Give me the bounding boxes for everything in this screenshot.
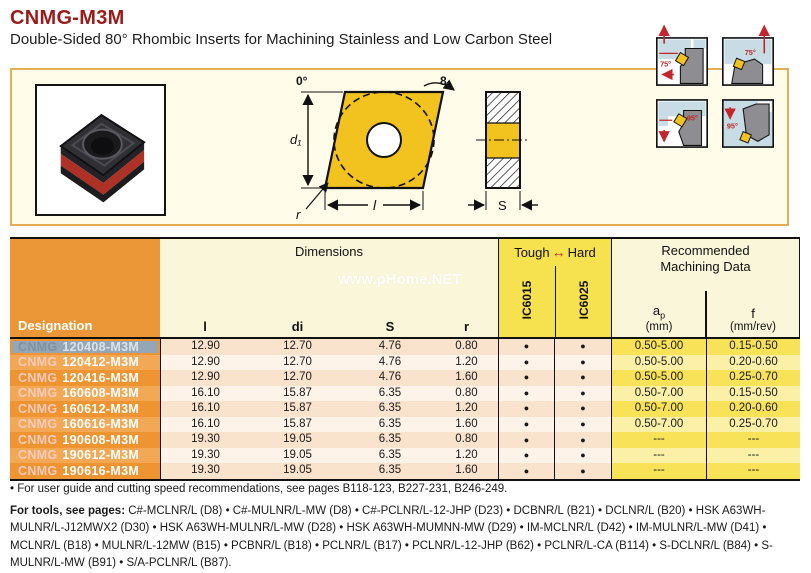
ap-unit: (mm) bbox=[645, 321, 673, 333]
dim-di-cell: 15.87 bbox=[250, 417, 345, 433]
column-header-di: di bbox=[291, 319, 304, 334]
ap-value-cell: --- bbox=[612, 463, 706, 479]
designation-cell[interactable] bbox=[10, 370, 160, 386]
side-hatch-bottom bbox=[487, 158, 519, 187]
workpiece bbox=[658, 116, 668, 126]
page-subtitle: Double-Sided 80° Rhombic Inserts for Machining Stainless and Low Carbon Steel bbox=[10, 31, 553, 48]
insert-hole bbox=[91, 137, 114, 154]
insert-hole-outline bbox=[367, 123, 401, 157]
dim-di-cell: 19.05 bbox=[250, 448, 345, 464]
f-column-header bbox=[706, 306, 800, 333]
holder-diagram-2 bbox=[722, 33, 774, 90]
dimensions-header-cell bbox=[160, 239, 498, 337]
designation-cell[interactable] bbox=[10, 355, 160, 371]
dim-l-cell: 19.30 bbox=[160, 448, 250, 464]
dim-r-cell: 0.80 bbox=[435, 339, 498, 355]
dim-r-cell: 0.80 bbox=[435, 386, 498, 402]
dim-r-cell: 1.60 bbox=[435, 417, 498, 433]
table-row bbox=[10, 448, 800, 464]
table-row bbox=[10, 432, 800, 448]
table-row bbox=[10, 417, 800, 433]
hard-label: Hard bbox=[567, 245, 596, 260]
dim-s-cell: 6.35 bbox=[345, 432, 435, 448]
f-value-cell: --- bbox=[706, 432, 800, 448]
f-value-cell: 0.15-0.50 bbox=[706, 386, 800, 402]
dim-di-cell: 12.70 bbox=[250, 355, 345, 371]
designation-prefix: CNMG bbox=[18, 417, 58, 432]
ic6025-dot-cell: ● bbox=[555, 355, 612, 371]
ic6025-dot-cell: ● bbox=[555, 417, 612, 433]
ic6025-dot-cell: ● bbox=[555, 432, 612, 448]
grade-column-ic6025: IC6025 bbox=[577, 280, 591, 320]
dim-l-cell: 19.30 bbox=[160, 463, 250, 479]
designation-prefix: CNMG bbox=[18, 370, 58, 385]
dim-r-cell: 1.20 bbox=[435, 448, 498, 464]
dim-r-label: r bbox=[296, 207, 301, 222]
designation-prefix: CNMG bbox=[18, 355, 58, 370]
tools-note-text: C#-MCLNR/L (D8) • C#-MULNR/L-MW (D8) • C#-PCLNR/L-12-JHP (D23) • DCBNR/L (B21) • DCLNR/L (B20) • HSK A63WH-MULNR/L-J12MWX2 (D30) • HSK A63WH-MULNR/L-MW (D28) • HSK A63WH-MUMNN-MW (D29) • IM-MCLNR/L (D42) • IM-MULNR/L-MW (D41) • MCLNR/L (B18) • MULNR/L-12MW (B15) • PCBNR/L (B18) • PCLNR/L (B17) • PCLNR/L-12-JHP (B62) • PCLNR/L-CA (B114) • S-DCLNR/L (B84) • S-MULNR/L-MW (B91) • S/A-PCLNR/L (B87). bbox=[10, 505, 773, 569]
table-row bbox=[10, 339, 800, 355]
designation-prefix: CNMG bbox=[18, 339, 58, 354]
f-value-cell: 0.15-0.50 bbox=[706, 339, 800, 355]
dim-l-cell: 16.10 bbox=[160, 386, 250, 402]
designation-prefix: CNMG bbox=[18, 386, 58, 401]
dim-l-cell: 12.90 bbox=[160, 370, 250, 386]
table-header bbox=[10, 239, 800, 339]
tough-hard-arrow-icon: ↔ bbox=[551, 244, 566, 260]
ap-subscript: p bbox=[660, 311, 666, 321]
dim-di-cell: 19.05 bbox=[250, 432, 345, 448]
dim-r-cell: 0.80 bbox=[435, 432, 498, 448]
ap-value-cell: 0.50-5.00 bbox=[612, 370, 706, 386]
user-guide-note: • For user guide and cutting speed recommendations, see pages B118-123, B227-231, B246-249. bbox=[10, 483, 508, 495]
designation-header-label: Designation bbox=[18, 318, 93, 333]
designation-header-cell bbox=[10, 239, 160, 337]
dim-d1-label: d₁ bbox=[290, 132, 302, 147]
tools-note-label: For tools, see pages: bbox=[10, 505, 126, 517]
table-body bbox=[10, 339, 800, 479]
grade-divider bbox=[555, 266, 557, 339]
ap-value-cell: --- bbox=[612, 432, 706, 448]
angle-label: 75° bbox=[660, 59, 672, 69]
ic6015-dot-cell: ● bbox=[498, 401, 555, 417]
f-value-cell: 0.20-0.60 bbox=[706, 401, 800, 417]
table-row bbox=[10, 355, 800, 371]
f-value-cell: 0.25-0.70 bbox=[706, 370, 800, 386]
dim-l-cell: 12.90 bbox=[160, 339, 250, 355]
ic6015-dot-cell: ● bbox=[498, 386, 555, 402]
designation-code: 160608-M3M bbox=[62, 386, 140, 401]
workpiece bbox=[693, 40, 705, 49]
ic6025-dot-cell: ● bbox=[555, 370, 612, 386]
ap-value-cell: --- bbox=[612, 448, 706, 464]
angle-80-label: 80° bbox=[296, 74, 447, 88]
ic6015-dot-cell: ● bbox=[498, 463, 555, 479]
ap-value-cell: 0.50-5.00 bbox=[612, 339, 706, 355]
tools-note bbox=[10, 503, 800, 572]
dim-s-cell: 4.76 bbox=[345, 370, 435, 386]
table-row bbox=[10, 386, 800, 402]
dim-di-cell: 12.70 bbox=[250, 339, 345, 355]
dim-l-cell: 12.90 bbox=[160, 355, 250, 371]
dim-di-cell: 15.87 bbox=[250, 401, 345, 417]
ap-value-cell: 0.50-7.00 bbox=[612, 401, 706, 417]
designation-code: 190616-M3M bbox=[62, 463, 140, 478]
ic6025-dot-cell: ● bbox=[555, 463, 612, 479]
designation-cell[interactable] bbox=[10, 448, 160, 464]
column-header-s: S bbox=[385, 319, 395, 334]
column-header-l: l bbox=[203, 319, 207, 334]
side-hatch-top bbox=[487, 93, 519, 123]
watermark: www.pHome.NET bbox=[338, 271, 462, 288]
angle-label: 75° bbox=[744, 48, 756, 57]
designation-cell[interactable] bbox=[10, 386, 160, 402]
insert-drawing-image bbox=[288, 76, 544, 226]
angle-label: 95° bbox=[726, 121, 738, 131]
dim-s-label: S bbox=[498, 198, 507, 213]
f-value-cell: --- bbox=[706, 463, 800, 479]
insert-photo bbox=[35, 84, 166, 216]
ap-symbol: a bbox=[652, 303, 661, 319]
tough-label: Tough bbox=[514, 245, 550, 260]
grades-header-cell bbox=[498, 239, 612, 337]
ic6025-dot-cell: ● bbox=[555, 448, 612, 464]
designation-code: 190608-M3M bbox=[62, 432, 140, 447]
grade-column-ic6015: IC6015 bbox=[520, 280, 534, 320]
dimensions-header-label: Dimensions bbox=[295, 244, 363, 259]
designation-code: 120408-M3M bbox=[62, 339, 140, 354]
ic6015-dot-cell: ● bbox=[498, 417, 555, 433]
column-header-r: r bbox=[463, 319, 470, 334]
ap-column-header bbox=[612, 303, 706, 333]
ap-value-cell: 0.50-7.00 bbox=[612, 417, 706, 433]
ic6015-dot-cell: ● bbox=[498, 432, 555, 448]
f-symbol: f bbox=[751, 306, 755, 321]
ic6015-dot-cell: ● bbox=[498, 339, 555, 355]
dim-l-label: l bbox=[373, 197, 377, 213]
insert-photo-image bbox=[37, 86, 164, 214]
dim-di-cell: 15.87 bbox=[250, 386, 345, 402]
holder-diagram-3 bbox=[656, 95, 708, 152]
f-value-cell: 0.20-0.60 bbox=[706, 355, 800, 371]
dim-l-cell: 19.30 bbox=[160, 432, 250, 448]
page-title: CNMG-M3M bbox=[10, 7, 125, 29]
ap-value-cell: 0.50-7.00 bbox=[612, 386, 706, 402]
ic6025-dot-cell: ● bbox=[555, 339, 612, 355]
designation-cell[interactable] bbox=[10, 339, 160, 355]
designation-prefix: CNMG bbox=[18, 463, 58, 478]
dim-s-cell: 6.35 bbox=[345, 401, 435, 417]
angle-label: 95° bbox=[686, 113, 698, 123]
table-row bbox=[10, 370, 800, 386]
dim-di-cell: 12.70 bbox=[250, 370, 345, 386]
f-value-cell: --- bbox=[706, 448, 800, 464]
holder-diagram-4 bbox=[722, 95, 774, 152]
ic6015-dot-cell: ● bbox=[498, 448, 555, 464]
designation-code: 160616-M3M bbox=[62, 417, 140, 432]
dim-r-cell: 1.20 bbox=[435, 401, 498, 417]
ic6015-dot-cell: ● bbox=[498, 355, 555, 371]
dim-s-cell: 6.35 bbox=[345, 448, 435, 464]
ic6025-dot-cell: ● bbox=[555, 386, 612, 402]
table-row bbox=[10, 401, 800, 417]
dim-s-cell: 6.35 bbox=[345, 386, 435, 402]
designation-code: 190612-M3M bbox=[62, 448, 140, 463]
dim-di-cell: 19.05 bbox=[250, 463, 345, 479]
dim-r-cell: 1.20 bbox=[435, 355, 498, 371]
designation-cell[interactable] bbox=[10, 463, 160, 479]
designation-prefix: CNMG bbox=[18, 401, 58, 416]
dim-s-cell: 4.76 bbox=[345, 355, 435, 371]
tough-hard-header bbox=[499, 244, 611, 260]
dim-r-cell: 1.60 bbox=[435, 370, 498, 386]
machining-header-label: Recommended Machining Data bbox=[660, 243, 751, 275]
dim-l-cell: 16.10 bbox=[160, 401, 250, 417]
designation-cell[interactable] bbox=[10, 417, 160, 433]
insert-drawing bbox=[288, 76, 544, 226]
table-row bbox=[10, 463, 800, 479]
designation-code: 160612-M3M bbox=[62, 401, 140, 416]
ic6015-dot-cell: ● bbox=[498, 370, 555, 386]
dim-l-cell: 16.10 bbox=[160, 417, 250, 433]
designation-code: 120416-M3M bbox=[62, 370, 140, 385]
dim-r-cell: 1.60 bbox=[435, 463, 498, 479]
designation-code: 120412-M3M bbox=[62, 355, 140, 370]
machining-header-cell bbox=[612, 239, 800, 337]
toolholder-diagrams bbox=[656, 33, 790, 153]
designation-cell[interactable] bbox=[10, 401, 160, 417]
f-value-cell: 0.25-0.70 bbox=[706, 417, 800, 433]
designation-prefix: CNMG bbox=[18, 432, 58, 447]
dim-s-cell: 4.76 bbox=[345, 339, 435, 355]
holder-diagram-1 bbox=[656, 33, 708, 90]
ic6025-dot-cell: ● bbox=[555, 401, 612, 417]
ap-value-cell: 0.50-5.00 bbox=[612, 355, 706, 371]
f-unit: (mm/rev) bbox=[730, 321, 776, 333]
dim-s-cell: 6.35 bbox=[345, 417, 435, 433]
designation-cell[interactable] bbox=[10, 432, 160, 448]
dim-s-cell: 6.35 bbox=[345, 463, 435, 479]
designation-prefix: CNMG bbox=[18, 448, 58, 463]
